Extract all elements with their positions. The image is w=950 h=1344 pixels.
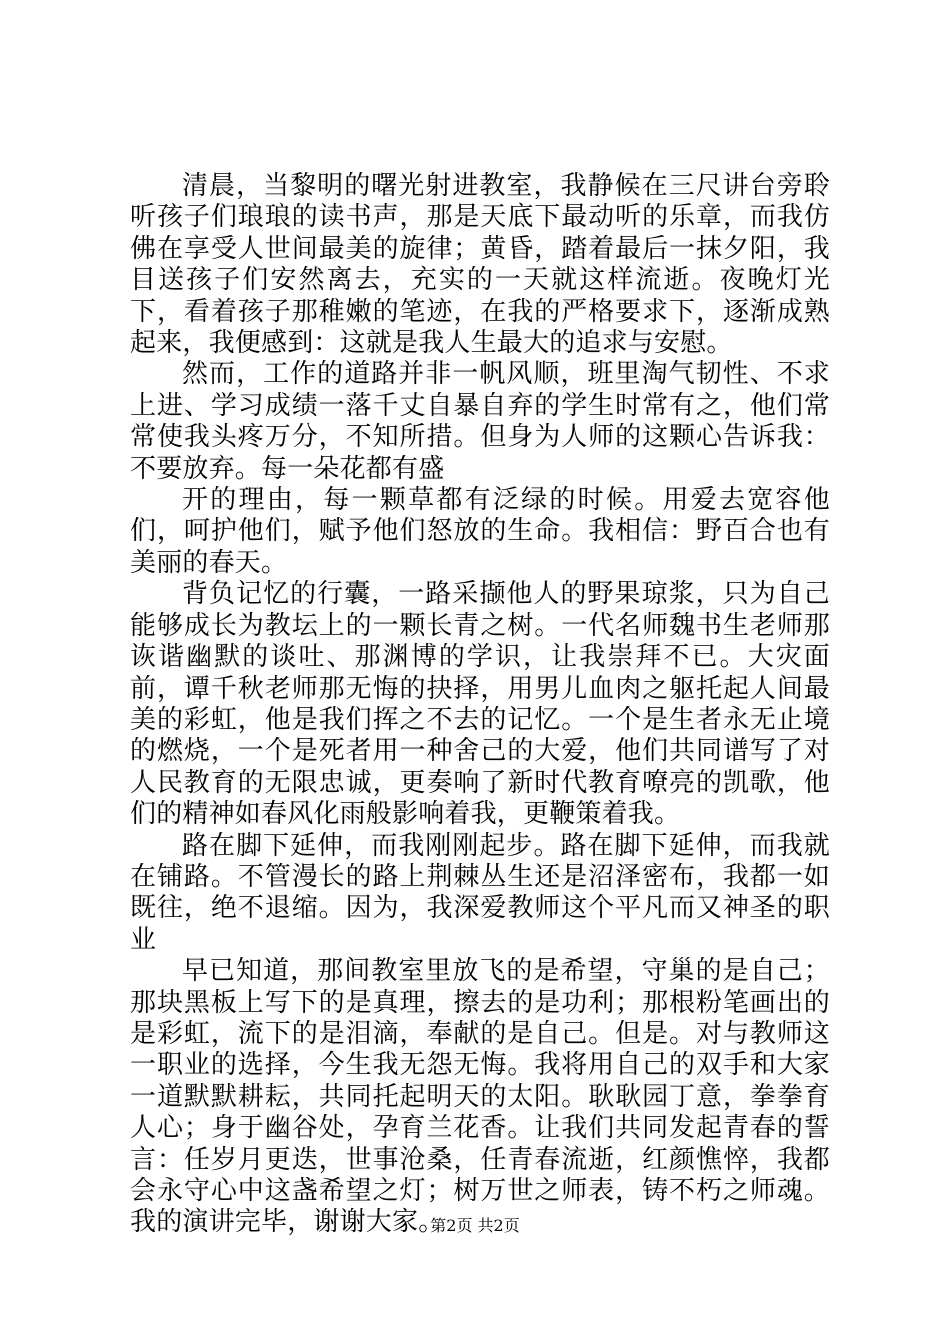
- paragraph-6: 早已知道，那间教室里放飞的是希望，守巢的是自己；那块黑板上写下的是真理，擦去的是功利；那根粉笔画出的是彩虹，流下的是泪滴，奉献的是自己。但是。对与教师这一职业的选择，今生我无怨无悔。我将用自己的双手和大家一道默默耕耘，共同托起明天的太阳。耿耿园丁意，拳拳育人心；身于幽谷处，孕育兰花香。让我们共同发起青春的誓言：任岁月更迭，世事沧桑，任青春流逝，红颜憔悴，我都会永守心中这盏希望之灯；树万世之师表，铸不朽之师魂。我的演讲完毕，谢谢大家。: [130, 956, 830, 1238]
- paragraph-1: 清晨，当黎明的曙光射进教室，我静候在三尺讲台旁聆听孩子们琅琅的读书声，那是天底下最动听的乐章，而我仿佛在享受人世间最美的旋律；黄昏，踏着最后一抹夕阳，我目送孩子们安然离去，充实的一天就这样流逝。夜晚灯光下，看着孩子那稚嫩的笔迹，在我的严格要求下，逐渐成熟起来，我便感到：这就是我人生最大的追求与安慰。: [130, 171, 830, 359]
- page-number-footer: 第2页 共2页: [430, 1216, 520, 1235]
- paragraph-3: 开的理由，每一颗草都有泛绿的时候。用爱去宽容他们，呵护他们，赋予他们怒放的生命。我相信：野百合也有美丽的春天。: [130, 485, 830, 578]
- paragraph-2: 然而，工作的道路并非一帆风顺，班里淘气韧性、不求上进、学习成绩一落千丈自暴自弃的学生时常有之，他们常常使我头疼万分，不知所措。但身为人师的这颗心告诉我：不要放弃。每一朵花都有盛: [130, 359, 830, 484]
- speech-body: [130, 171, 830, 1239]
- paragraph-4: 背负记忆的行囊，一路采撷他人的野果琼浆，只为自己能够成长为教坛上的一颗长青之树。一代名师魏书生老师那诙谐幽默的谈吐、那渊博的学识，让我崇拜不已。大灾面前，谭千秋老师那无悔的抉择，用男儿血肉之躯托起人间最美的彩虹，他是我们挥之不去的记忆。一个是生者永无止境的燃烧，一个是死者用一种舍己的大爱，他们共同谱写了对人民教育的无限忠诚，更奏响了新时代教育嘹亮的凯歌，他们的精神如春风化雨般影响着我，更鞭策着我。: [130, 579, 830, 830]
- paragraph-5: 路在脚下延伸，而我刚刚起步。路在脚下延伸，而我就在铺路。不管漫长的路上荆棘丛生还是沼泽密布，我都一如既往，绝不退缩。因为，我深爱教师这个平凡而又神圣的职业: [130, 830, 830, 955]
